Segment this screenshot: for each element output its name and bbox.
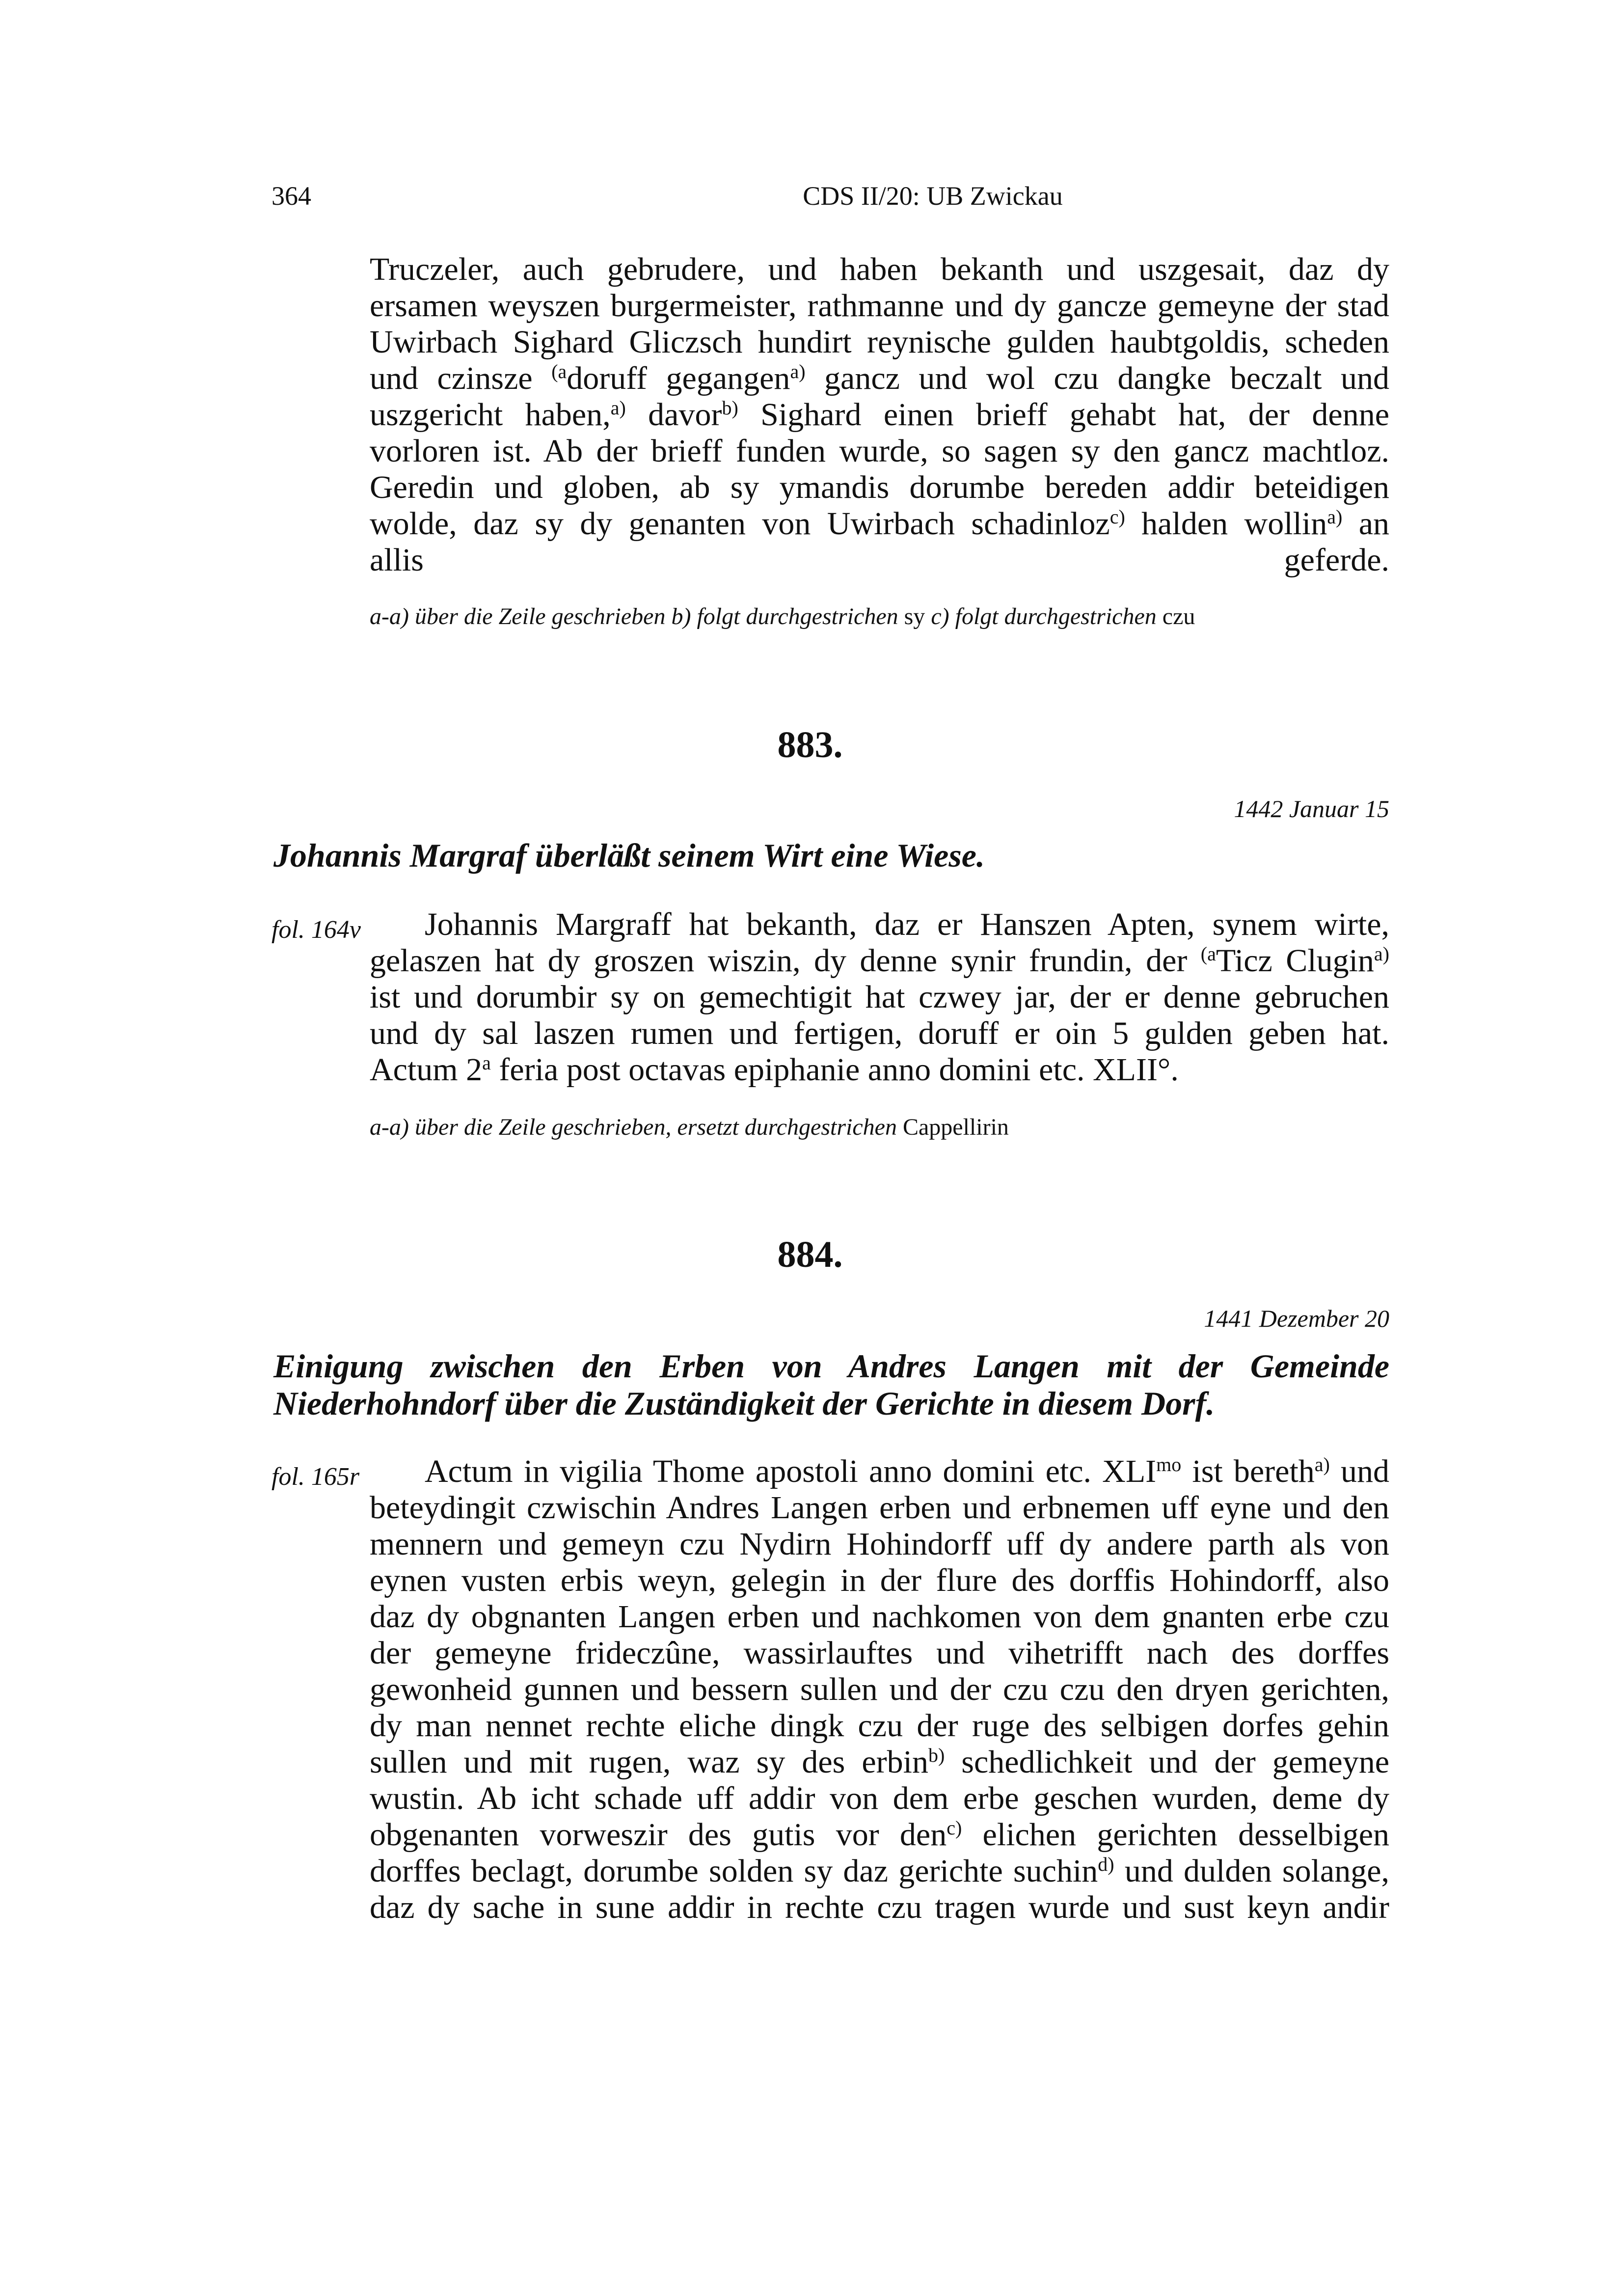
text-line: sullen und mit rugen, waz sy des erbin$^{b)}$ schedlichkeit und der gemeyne bbox=[370, 1744, 1389, 1780]
footnote-marker: a bbox=[482, 1052, 491, 1074]
text-line: mennern und gemeyn czu Nydirn Hohindorff uff dy andere parth als von bbox=[370, 1526, 1389, 1562]
text-line: gewonheid gunnen und bessern sullen und der czu czu den dryen gerichten, bbox=[370, 1671, 1389, 1707]
text-line: Uwirbach Sighard Gliczsch hundirt reynische gulden haubtgoldis, scheden bbox=[370, 324, 1389, 360]
footnote: a-a) über die Zeile geschrieben b) folgt durchgestrichen sy c) folgt durchgestrichen czu bbox=[370, 603, 1195, 629]
footnote-marker: a) bbox=[1314, 1453, 1330, 1476]
entry-text bbox=[370, 906, 1389, 1088]
entry-heading: Johannis Margraf überläßt seinem Wirt eine Wiese. bbox=[273, 837, 985, 874]
text-line: dy man nennet rechte eliche dingk czu der ruge des selbigen dorfes gehin bbox=[370, 1708, 1389, 1744]
text-line: und czinsze $^{(a}$doruff gegangen$^{a)}$ gancz und wol czu dangke beczalt und bbox=[370, 360, 1389, 396]
entry-date: 1441 Dezember 20 bbox=[1204, 1305, 1389, 1332]
text-line: Actum in vigilia Thome apostoli anno domini etc. $XLI^{mo}$ ist bereth$^{a)}$ und bbox=[425, 1453, 1390, 1489]
folio-reference: fol. 165r bbox=[271, 1463, 360, 1491]
footnote-marker: (a bbox=[551, 360, 567, 383]
folio-reference: fol. 164v bbox=[271, 916, 361, 944]
running-title: CDS II/20: UB Zwickau bbox=[803, 181, 1063, 211]
text-line: der gemeyne frideczûne, wassirlauftes und vihetrifft nach des dorffes bbox=[370, 1635, 1389, 1671]
text-line: beteydingit czwischin Andres Langen erben und erbnemen uff eyne und den bbox=[370, 1490, 1389, 1526]
entry-text bbox=[370, 1453, 1389, 1926]
footnote-marker: (a bbox=[1200, 943, 1216, 965]
text-line: daz dy obgnanten Langen erben und nachkomen von dem gnanten erbe czu bbox=[370, 1599, 1389, 1635]
footnote-marker: c) bbox=[947, 1817, 962, 1839]
text-line: Truczeler, auch gebrudere, und haben bekanth und uszgesait, daz dy bbox=[370, 251, 1389, 287]
text-line: uszgericht haben,$^{a)}$ davor$^{b)}$ Sighard einen brieff gehabt hat, der denne bbox=[370, 397, 1390, 433]
footnote-marker: a) bbox=[790, 360, 806, 383]
footnote-marker: c) bbox=[1109, 506, 1125, 528]
text-line: dorffes beclagt, dorumbe solden sy daz gerichte suchin$^{d)}$ und dulden solange, bbox=[370, 1853, 1389, 1889]
text-line: eynen vusten erbis weyn, gelegin in der flure des dorffis Hohindorff, also bbox=[370, 1562, 1389, 1598]
footnote-marker: b) bbox=[722, 397, 738, 419]
text-line: vorloren ist. Ab der brieff funden wurde, so sagen sy den gancz machtloz. bbox=[370, 433, 1389, 469]
footnote-marker: d) bbox=[1098, 1853, 1114, 1875]
footnote: a-a) über die Zeile geschrieben, ersetzt durchgestrichen Cappellirin bbox=[370, 1114, 1009, 1140]
footnote-marker: b) bbox=[928, 1744, 945, 1766]
text-line: Geredin und globen, ab sy ymandis dorumbe bereden addir beteidigen bbox=[370, 469, 1389, 505]
entry-date: 1442 Januar 15 bbox=[1234, 795, 1389, 822]
entry-number: 883. bbox=[777, 724, 843, 765]
text-line: ist und dorumbir sy on gemechtigit hat czwey jar, der er denne gebruchen bbox=[370, 979, 1389, 1015]
text-line: allis geferde. bbox=[370, 542, 1389, 578]
text-line: daz dy sache in sune addir in rechte czu tragen wurde und sust keyn andir bbox=[370, 1889, 1389, 1925]
text-line: Actum 2$^a$ feria post octavas epiphanie anno domini etc. XLII°. bbox=[370, 1052, 1179, 1088]
text-line: obgenanten vorweszir des gutis vor den$^{c)}$ elichen gerichten desselbigen bbox=[370, 1817, 1390, 1853]
footnote-marker: a) bbox=[1327, 506, 1343, 528]
page-number: 364 bbox=[271, 181, 311, 211]
text-line: wolde, daz sy dy genanten von Uwirbach schadinloz$^{c)}$ halden wollin$^{a)}$ an bbox=[370, 506, 1389, 542]
footnote-marker: mo bbox=[1156, 1453, 1182, 1476]
text-line: gelaszen hat dy groszen wiszin, dy denne synir frundin, der $^{(a}$Ticz Clugin$^{a)}$ bbox=[370, 943, 1389, 979]
footnote-marker: a) bbox=[610, 397, 626, 419]
footnote-marker: a) bbox=[1374, 943, 1389, 965]
continuation-text bbox=[370, 251, 1389, 578]
text-line: wustin. Ab icht schade uff addir von dem erbe geschen wurden, deme dy bbox=[370, 1780, 1389, 1816]
entry-number: 884. bbox=[777, 1234, 843, 1275]
text-line: Johannis Margraff hat bekanth, daz er Hanszen Apten, synem wirte, bbox=[425, 906, 1389, 942]
entry-heading: Einigung zwischen den Erben von Andres Langen mit der Gemeinde Niederhohndorf über die Zuständigkeit der Gerichte in diesem Dorf. bbox=[273, 1347, 1389, 1422]
text-line: ersamen weyszen burgermeister, rathmanne und dy gancze gemeyne der stad bbox=[370, 288, 1389, 324]
text-line: und dy sal laszen rumen und fertigen, doruff er oin 5 gulden geben hat. bbox=[370, 1015, 1389, 1051]
